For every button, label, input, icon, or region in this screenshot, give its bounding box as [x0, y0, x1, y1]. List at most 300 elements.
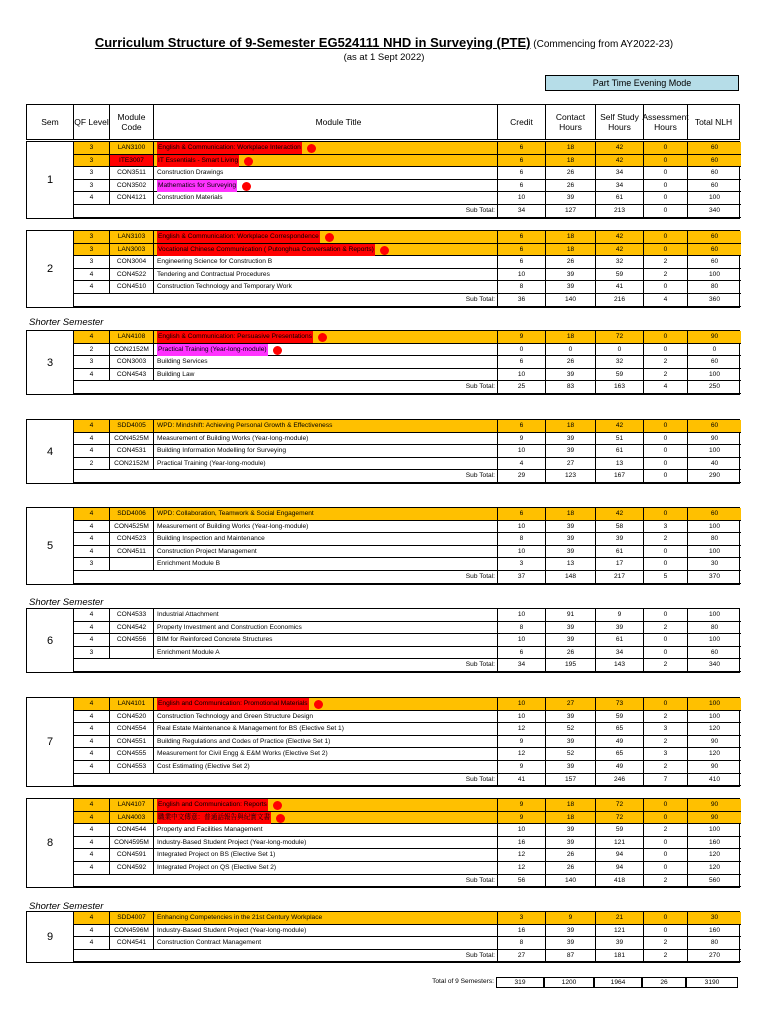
cell-nlh: 60	[687, 256, 741, 269]
subtotal-nlh: 340	[687, 205, 741, 218]
cell-nlh: 40	[687, 458, 741, 471]
cell-assess: 0	[643, 344, 687, 357]
cell-credit: 10	[497, 711, 545, 724]
cell-credit: 10	[497, 824, 545, 837]
cell-title: Tendering and Contractual Procedures	[153, 269, 497, 282]
cell-self: 61	[595, 634, 643, 647]
subtotal-credit: 29	[497, 470, 545, 483]
cell-contact: 39	[545, 269, 595, 282]
module-row	[73, 167, 741, 180]
cell-self: 61	[595, 445, 643, 458]
cell-title: Engineering Science for Construction B	[153, 256, 497, 269]
cell-title	[153, 231, 497, 244]
cell-nlh: 60	[687, 508, 741, 521]
cell-assess: 2	[643, 269, 687, 282]
cell-assess: 0	[643, 812, 687, 825]
cell-assess: 0	[643, 420, 687, 433]
cell-qf: 2	[73, 458, 109, 471]
module-row	[73, 521, 741, 534]
subtotal-credit: 34	[497, 659, 545, 672]
cell-code	[109, 558, 153, 571]
cell-assess: 2	[643, 533, 687, 546]
module-row	[73, 925, 741, 938]
module-row	[73, 824, 741, 837]
cell-assess: 2	[643, 824, 687, 837]
cell-qf: 4	[73, 508, 109, 521]
cell-qf: 4	[73, 862, 109, 875]
cell-code: CON2152M	[109, 458, 153, 471]
semester-block	[26, 330, 740, 395]
cell-code: CON4556	[109, 634, 153, 647]
cell-contact: 18	[545, 231, 595, 244]
cell-assess: 0	[643, 508, 687, 521]
cell-nlh: 90	[687, 761, 741, 774]
cell-code: ITE3007	[109, 155, 153, 168]
module-title-text: 職業中文傳意：普通話報告與紀實文書	[157, 812, 271, 824]
cell-title: Cost Estimating (Elective Set 2)	[153, 761, 497, 774]
cell-title: Measurement of Building Works (Year-long-module)	[153, 433, 497, 446]
red-dot-icon	[307, 144, 316, 153]
header-contact: Contact Hours	[545, 105, 595, 139]
cell-title: Enrichment Module A	[153, 647, 497, 660]
cell-title: Construction Technology and Green Structure Design	[153, 711, 497, 724]
subtotal-credit: 34	[497, 205, 545, 218]
subtotal-row	[73, 950, 741, 963]
cell-nlh: 30	[687, 558, 741, 571]
cell-credit: 6	[497, 155, 545, 168]
semester-block	[26, 608, 740, 673]
cell-code: CON4553	[109, 761, 153, 774]
subtotal-label: Sub Total:	[73, 659, 497, 672]
semester-number: 4	[46, 445, 54, 458]
cell-title: Measurement of Building Works (Year-long-module)	[153, 521, 497, 534]
cell-code: CON4541	[109, 937, 153, 950]
cell-nlh: 80	[687, 533, 741, 546]
cell-title: Building Services	[153, 356, 497, 369]
cell-nlh: 60	[687, 142, 741, 155]
cell-contact: 52	[545, 748, 595, 761]
cell-code	[109, 647, 153, 660]
shorter-semester-label: Shorter Semester	[29, 597, 104, 608]
cell-title: WPD: Collaboration, Teamwork & Social Engagement	[153, 508, 497, 521]
grand-total-nlh: 3190	[686, 977, 738, 988]
cell-qf: 2	[73, 344, 109, 357]
cell-nlh: 60	[687, 420, 741, 433]
cell-assess: 0	[643, 647, 687, 660]
cell-qf: 4	[73, 925, 109, 938]
cell-contact: 39	[545, 937, 595, 950]
cell-code: CON3511	[109, 167, 153, 180]
cell-self: 72	[595, 331, 643, 344]
cell-title	[153, 799, 497, 812]
cell-credit: 10	[497, 546, 545, 559]
grand-total-self: 1964	[594, 977, 642, 988]
cell-code: CON4121	[109, 192, 153, 205]
subtotal-label: Sub Total:	[73, 381, 497, 394]
cell-assess: 2	[643, 761, 687, 774]
grand-total-contact: 1200	[544, 977, 594, 988]
semester-number: 6	[46, 634, 54, 647]
cell-code: SDD4007	[109, 912, 153, 925]
header-title: Module Title	[153, 105, 523, 139]
cell-credit: 9	[497, 799, 545, 812]
cell-credit: 9	[497, 736, 545, 749]
semester-number: 7	[46, 736, 54, 749]
cell-credit: 3	[497, 558, 545, 571]
cell-assess: 0	[643, 558, 687, 571]
cell-assess: 0	[643, 849, 687, 862]
cell-nlh: 0	[687, 344, 741, 357]
cell-qf: 3	[73, 647, 109, 660]
cell-nlh: 100	[687, 711, 741, 724]
cell-nlh: 60	[687, 647, 741, 660]
cell-title	[153, 142, 497, 155]
cell-code: CON4591	[109, 849, 153, 862]
cell-self: 72	[595, 812, 643, 825]
subtotal-row	[73, 470, 741, 483]
subtotal-self: 418	[595, 875, 643, 888]
cell-assess: 0	[643, 546, 687, 559]
subtotal-contact: 140	[545, 294, 595, 307]
cell-self: 73	[595, 698, 643, 711]
subtotal-label: Sub Total:	[73, 875, 497, 888]
cell-self: 42	[595, 508, 643, 521]
cell-credit: 8	[497, 281, 545, 294]
cell-contact: 39	[545, 711, 595, 724]
module-row	[73, 849, 741, 862]
cell-nlh: 60	[687, 244, 741, 257]
subtotal-row	[73, 774, 741, 787]
semester-block	[26, 507, 740, 585]
cell-contact: 18	[545, 331, 595, 344]
red-dot-icon	[380, 246, 389, 255]
cell-assess: 0	[643, 837, 687, 850]
cell-credit: 12	[497, 748, 545, 761]
cell-qf: 3	[73, 256, 109, 269]
module-row	[73, 180, 741, 193]
header-code: Module Code	[109, 105, 153, 139]
cell-credit: 10	[497, 634, 545, 647]
subtotal-assess: 2	[643, 950, 687, 963]
subtotal-label: Sub Total:	[73, 294, 497, 307]
cell-code: CON4520	[109, 711, 153, 724]
cell-credit: 8	[497, 622, 545, 635]
cell-title: Industrial Attachment	[153, 609, 497, 622]
cell-self: 94	[595, 849, 643, 862]
subtotal-label: Sub Total:	[73, 205, 497, 218]
cell-title: Building Information Modelling for Surveying	[153, 445, 497, 458]
cell-self: 42	[595, 244, 643, 257]
cell-title	[153, 244, 497, 257]
cell-nlh: 160	[687, 837, 741, 850]
red-dot-icon	[273, 346, 282, 355]
module-row	[73, 369, 741, 382]
cell-nlh: 120	[687, 862, 741, 875]
module-title-text: Mathematics for Surveying	[157, 180, 237, 192]
cell-qf: 3	[73, 180, 109, 193]
cell-code: CON2152M	[109, 344, 153, 357]
cell-code: CON3003	[109, 356, 153, 369]
cell-code: CON4592	[109, 862, 153, 875]
cell-credit: 12	[497, 862, 545, 875]
module-row	[73, 748, 741, 761]
subtotal-contact: 195	[545, 659, 595, 672]
cell-credit: 0	[497, 344, 545, 357]
module-row	[73, 812, 741, 825]
cell-nlh: 100	[687, 269, 741, 282]
grand-total-label: Total of 9 Semesters:	[432, 978, 494, 985]
cell-nlh: 80	[687, 937, 741, 950]
cell-title	[153, 344, 497, 357]
module-row	[73, 546, 741, 559]
cell-credit: 16	[497, 925, 545, 938]
cell-contact: 91	[545, 609, 595, 622]
module-row	[73, 192, 741, 205]
cell-credit: 10	[497, 698, 545, 711]
cell-qf: 4	[73, 849, 109, 862]
cell-code: CON4555	[109, 748, 153, 761]
cell-code: SDD4005	[109, 420, 153, 433]
subtotal-contact: 148	[545, 571, 595, 584]
subtotal-self: 163	[595, 381, 643, 394]
cell-title: Industry-Based Student Project (Year-long-module)	[153, 925, 497, 938]
cell-title: Real Estate Maintenance & Management for BS (Elective Set 1)	[153, 723, 497, 736]
cell-contact: 26	[545, 256, 595, 269]
cell-nlh: 120	[687, 748, 741, 761]
red-dot-icon	[242, 182, 251, 191]
subtotal-self: 246	[595, 774, 643, 787]
module-title-text: English & Communication: Workplace Interaction	[157, 142, 302, 154]
module-row	[73, 698, 741, 711]
subtotal-credit: 25	[497, 381, 545, 394]
cell-credit: 6	[497, 180, 545, 193]
cell-credit: 12	[497, 723, 545, 736]
cell-self: 32	[595, 256, 643, 269]
cell-code: LAN4003	[109, 812, 153, 825]
subtotal-contact: 127	[545, 205, 595, 218]
mode-label: Part Time Evening Mode	[545, 75, 739, 91]
cell-code: LAN4108	[109, 331, 153, 344]
module-row	[73, 761, 741, 774]
cell-title	[153, 698, 497, 711]
cell-qf: 4	[73, 269, 109, 282]
cell-assess: 0	[643, 155, 687, 168]
cell-self: 34	[595, 180, 643, 193]
module-row	[73, 736, 741, 749]
subtotal-assess: 5	[643, 571, 687, 584]
subtotal-assess: 4	[643, 381, 687, 394]
cell-qf: 4	[73, 331, 109, 344]
cell-nlh: 100	[687, 546, 741, 559]
module-row	[73, 231, 741, 244]
cell-credit: 6	[497, 244, 545, 257]
cell-qf: 3	[73, 142, 109, 155]
cell-contact: 27	[545, 458, 595, 471]
cell-title: Construction Contract Management	[153, 937, 497, 950]
cell-self: 49	[595, 761, 643, 774]
cell-self: 39	[595, 622, 643, 635]
cell-nlh: 60	[687, 231, 741, 244]
cell-assess: 0	[643, 445, 687, 458]
cell-title: Building Law	[153, 369, 497, 382]
cell-self: 59	[595, 824, 643, 837]
cell-qf: 4	[73, 546, 109, 559]
semester-block	[26, 230, 740, 308]
cell-assess: 2	[643, 937, 687, 950]
cell-nlh: 100	[687, 445, 741, 458]
subtotal-assess: 4	[643, 294, 687, 307]
cell-title: Enrichment Module B	[153, 558, 497, 571]
cell-qf: 3	[73, 167, 109, 180]
cell-self: 58	[595, 521, 643, 534]
subtotal-nlh: 250	[687, 381, 741, 394]
module-row	[73, 344, 741, 357]
cell-assess: 0	[643, 925, 687, 938]
module-row	[73, 420, 741, 433]
module-row	[73, 281, 741, 294]
cell-self: 34	[595, 647, 643, 660]
module-row	[73, 269, 741, 282]
cell-self: 42	[595, 155, 643, 168]
cell-code: CON3502	[109, 180, 153, 193]
semester-number: 9	[46, 931, 54, 944]
subtotal-credit: 41	[497, 774, 545, 787]
module-row	[73, 445, 741, 458]
cell-credit: 9	[497, 812, 545, 825]
subtotal-nlh: 410	[687, 774, 741, 787]
header-assess: Assessment Hours	[643, 105, 687, 139]
cell-contact: 39	[545, 622, 595, 635]
shorter-semester-label: Shorter Semester	[29, 901, 104, 912]
cell-assess: 0	[643, 609, 687, 622]
cell-assess: 0	[643, 458, 687, 471]
cell-assess: 0	[643, 180, 687, 193]
semester-block	[26, 419, 740, 484]
module-row	[73, 609, 741, 622]
module-row	[73, 937, 741, 950]
module-row	[73, 244, 741, 257]
cell-self: 121	[595, 925, 643, 938]
subtotal-credit: 56	[497, 875, 545, 888]
cell-nlh: 160	[687, 925, 741, 938]
cell-credit: 8	[497, 937, 545, 950]
cell-title	[153, 180, 497, 193]
subtotal-label: Sub Total:	[73, 571, 497, 584]
red-dot-icon	[325, 233, 334, 242]
subtotal-nlh: 560	[687, 875, 741, 888]
module-row	[73, 458, 741, 471]
cell-nlh: 90	[687, 433, 741, 446]
header-qf: QF Level	[73, 105, 109, 139]
subtotal-row	[73, 381, 741, 394]
cell-contact: 39	[545, 281, 595, 294]
cell-assess: 3	[643, 748, 687, 761]
cell-code: LAN3103	[109, 231, 153, 244]
cell-nlh: 90	[687, 812, 741, 825]
cell-credit: 6	[497, 142, 545, 155]
cell-title: Building Inspection and Maintenance	[153, 533, 497, 546]
cell-title	[153, 331, 497, 344]
cell-self: 42	[595, 231, 643, 244]
cell-qf: 4	[73, 192, 109, 205]
cell-code: CON4531	[109, 445, 153, 458]
cell-qf: 4	[73, 761, 109, 774]
cell-code: SDD4006	[109, 508, 153, 521]
cell-self: 61	[595, 546, 643, 559]
subtotal-contact: 123	[545, 470, 595, 483]
cell-qf: 4	[73, 634, 109, 647]
cell-qf: 4	[73, 824, 109, 837]
module-row	[73, 356, 741, 369]
cell-code: CON4544	[109, 824, 153, 837]
cell-qf: 4	[73, 912, 109, 925]
cell-self: 39	[595, 533, 643, 546]
cell-title	[153, 155, 497, 168]
cell-title: Integrated Project on QS (Elective Set 2)	[153, 862, 497, 875]
subtotal-assess: 7	[643, 774, 687, 787]
cell-assess: 3	[643, 521, 687, 534]
cell-qf: 4	[73, 521, 109, 534]
semester-block	[26, 798, 740, 888]
cell-title: WPD: Mindshift: Achieving Personal Growth & Effectiveness	[153, 420, 497, 433]
cell-self: 0	[595, 344, 643, 357]
cell-self: 121	[595, 837, 643, 850]
semester-block	[26, 697, 740, 787]
subtotal-contact: 83	[545, 381, 595, 394]
cell-qf: 3	[73, 155, 109, 168]
subtotal-nlh: 370	[687, 571, 741, 584]
cell-assess: 3	[643, 723, 687, 736]
cell-qf: 4	[73, 812, 109, 825]
cell-code: LAN4107	[109, 799, 153, 812]
cell-assess: 0	[643, 698, 687, 711]
cell-contact: 39	[545, 824, 595, 837]
module-row	[73, 331, 741, 344]
module-row	[73, 837, 741, 850]
module-row	[73, 622, 741, 635]
cell-contact: 0	[545, 344, 595, 357]
subtotal-nlh: 360	[687, 294, 741, 307]
cell-code: CON4523	[109, 533, 153, 546]
semester-number: 2	[46, 262, 54, 275]
module-row	[73, 558, 741, 571]
cell-code: CON4554	[109, 723, 153, 736]
module-title-text: English and Communication: Promotional Materials	[157, 698, 309, 710]
semester-number: 3	[46, 356, 54, 369]
subtotal-credit: 37	[497, 571, 545, 584]
cell-qf: 4	[73, 609, 109, 622]
cell-code: CON4525M	[109, 521, 153, 534]
cell-contact: 18	[545, 244, 595, 257]
red-dot-icon	[276, 814, 285, 823]
cell-qf: 4	[73, 420, 109, 433]
cell-title: Integrated Project on BS (Elective Set 1)	[153, 849, 497, 862]
cell-contact: 52	[545, 723, 595, 736]
cell-assess: 2	[643, 256, 687, 269]
cell-assess: 0	[643, 433, 687, 446]
subtotal-row	[73, 294, 741, 307]
cell-contact: 9	[545, 912, 595, 925]
cell-credit: 16	[497, 837, 545, 850]
cell-contact: 39	[545, 736, 595, 749]
cell-qf: 4	[73, 433, 109, 446]
cell-title: Construction Project Management	[153, 546, 497, 559]
module-title-text: Vocational Chinese Communication ( Putonghua Conversation & Reports)	[157, 244, 375, 256]
cell-contact: 39	[545, 521, 595, 534]
subtotal-nlh: 270	[687, 950, 741, 963]
subtotal-assess: 0	[643, 470, 687, 483]
cell-credit: 6	[497, 647, 545, 660]
